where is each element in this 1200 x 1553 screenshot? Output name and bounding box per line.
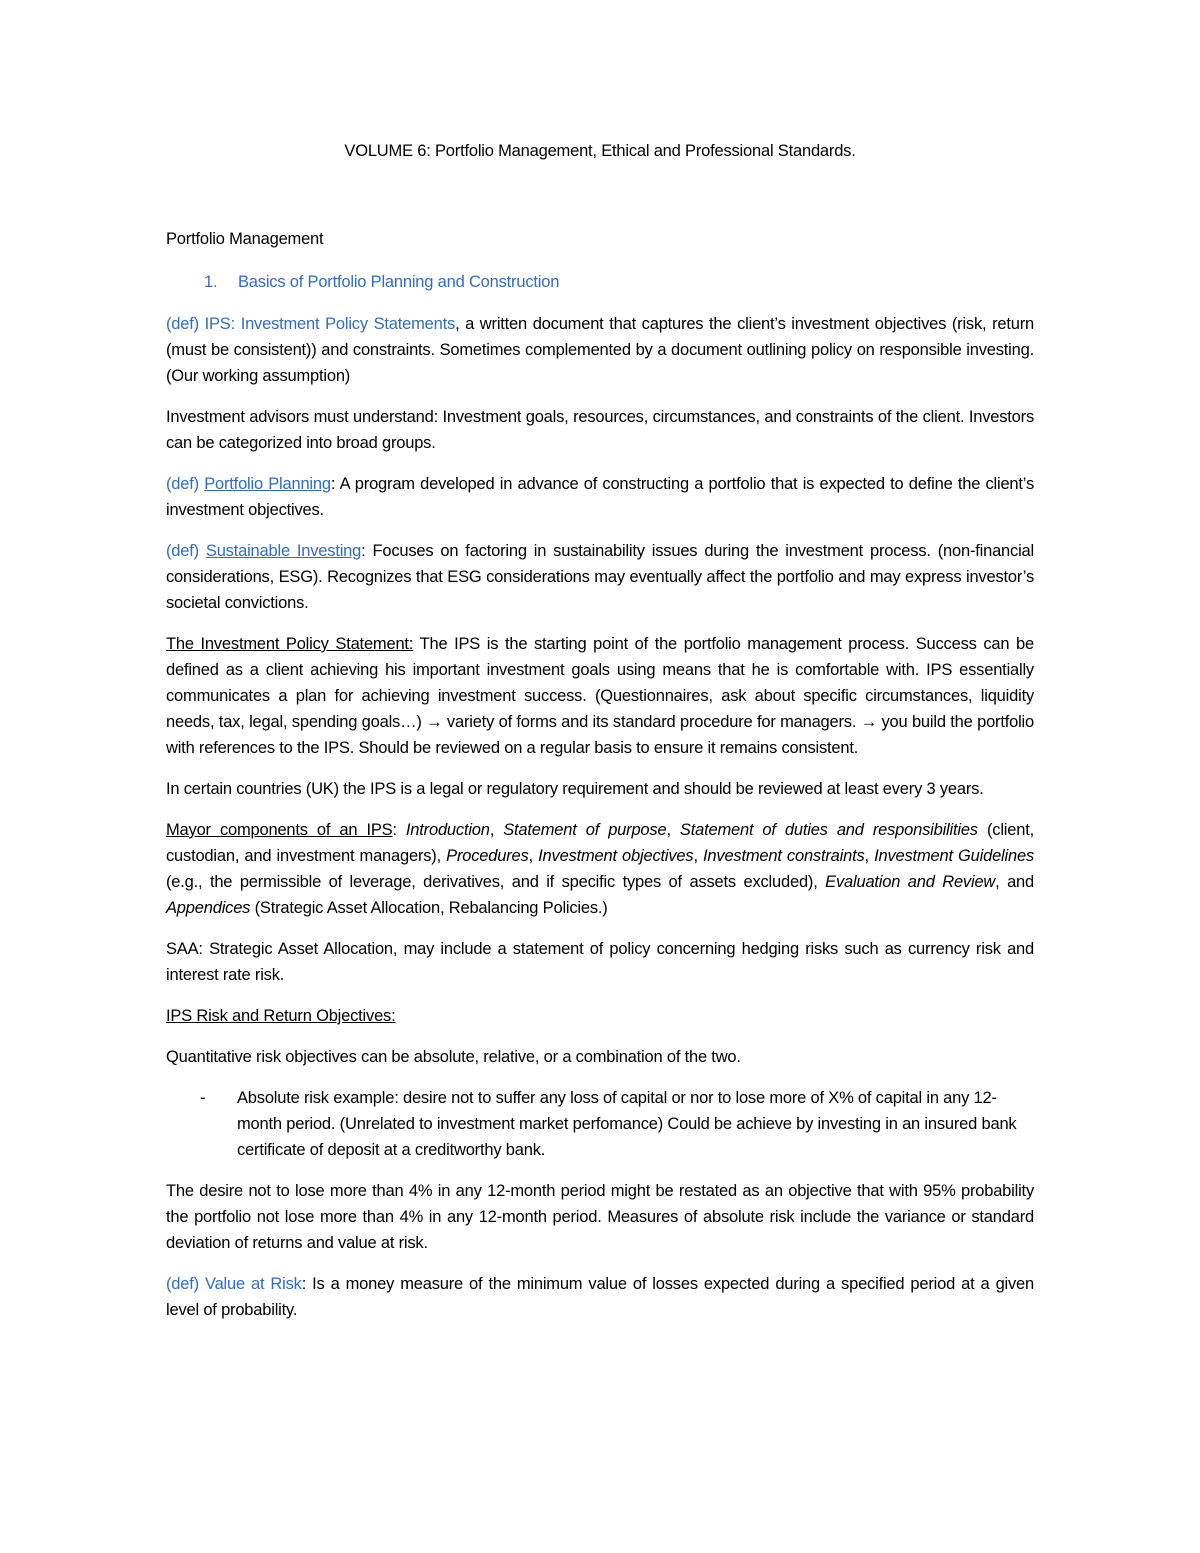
paragraph-portfolio-planning <box>166 471 1034 523</box>
paragraph-text: Investment advisors must understand: Investment goals, resources, circumstances, and constraints of the client. Investors can be categorized into broad groups. <box>166 408 1034 452</box>
text-segment: , <box>489 821 504 839</box>
paragraph-ips-components <box>166 817 1034 921</box>
italic-term: Introduction <box>405 821 490 839</box>
paragraph-ips-statement <box>166 631 1034 761</box>
list-item-text: Absolute risk example: desire not to suffer any loss of capital or nor to lose more of X% of capital in any 12-month period. (Unrelated to investment market perfomance) Could be achieve by investing in an insured bank certificate of deposit at a creditworthy bank. <box>237 1089 1017 1159</box>
paragraph-text: In certain countries (UK) the IPS is a legal or regulatory requirement and should be reviewed at least every 3 years. <box>166 780 984 798</box>
definition-prefix: (def) <box>166 475 205 493</box>
paragraph-text: : Is a money measure of the minimum value of losses expected during a specified period at a given level of probability. <box>166 1275 1035 1319</box>
paragraph-value-at-risk <box>166 1271 1034 1323</box>
italic-term: Investment Guidelines <box>874 847 1034 865</box>
text-segment: (client, custodian, and investment managers), <box>166 821 1034 865</box>
definition-prefix: (def) <box>166 1275 205 1293</box>
italic-term: Statement of purpose <box>503 821 667 839</box>
italic-term: Procedures <box>446 847 529 865</box>
text-segment: : <box>392 821 406 839</box>
heading-number: 1. <box>204 273 218 291</box>
italic-term: Appendices <box>166 899 251 917</box>
italic-term: Investment constraints <box>703 847 865 865</box>
document-body <box>166 138 1034 1338</box>
definition-prefix: (def) <box>166 542 206 560</box>
definition-term: (def) IPS: Investment Policy Statements <box>166 315 456 333</box>
heading-text: Basics of Portfolio Planning and Construction <box>238 273 560 291</box>
paragraph-certain-countries <box>166 776 1034 802</box>
paragraph-quantitative-risk <box>166 1044 1034 1070</box>
bullet-dash: - <box>200 1089 206 1107</box>
paragraph-saa <box>166 936 1034 988</box>
definition-term: Value at Risk <box>204 1275 302 1293</box>
paragraph-text: SAA: Strategic Asset Allocation, may include a statement of policy concerning hedging risks such as currency risk and interest rate risk. <box>166 940 1034 984</box>
paragraph-text: Quantitative risk objectives can be absolute, relative, or a combination of the two. <box>166 1048 741 1066</box>
italic-term: Statement of duties and responsibilities <box>679 821 978 839</box>
text-segment: , and <box>995 873 1035 891</box>
text-segment: , <box>666 821 680 839</box>
paragraph-sustainable-investing <box>166 538 1034 616</box>
paragraph-text: , a written document that captures the client’s investment objectives (risk, return (must be consistent)) and constraints. Sometimes complemented by a document outlining policy on responsible investing. (Our working assumption) <box>166 315 1034 385</box>
underlined-label: Mayor components of an IPS <box>166 821 393 839</box>
text-segment: (e.g., the permissible of leverage, derivatives, and if specific types of assets excluded), <box>166 873 826 891</box>
paragraph-desire-not-to-lose <box>166 1178 1034 1256</box>
text-segment: , <box>864 847 875 865</box>
definition-term: Sustainable Investing <box>205 542 362 560</box>
document-title: VOLUME 6: Portfolio Management, Ethical and Professional Standards. <box>344 142 856 160</box>
text-segment: , <box>528 847 539 865</box>
text-segment: , <box>693 847 704 865</box>
heading-1 <box>166 269 1034 295</box>
italic-term: Evaluation and Review <box>825 873 996 891</box>
paragraph-investment-advisors <box>166 404 1034 456</box>
paragraph-text: : A program developed in advance of constructing a portfolio that is expected to define the client’s investment objectives. <box>166 475 1035 519</box>
definition-term: Portfolio Planning <box>204 475 331 493</box>
paragraph-text: : Focuses on factoring in sustainability issues during the investment process. (non-financial considerations, ESG). Recognizes that ESG considerations may eventually affect the portfolio and may express investor’s societal convictions. <box>166 542 1034 612</box>
italic-term: Investment objectives <box>538 847 694 865</box>
paragraph-text: The IPS is the starting point of the portfolio management process. Success can be defined as a client achieving his important investment goals using means that he is comfortable with. IPS essentially communicates a plan for achieving investment success. (Questionnaires, ask about specific circumstances, liquidity needs, tax, legal, spending goals…) → variety of forms and its standard procedure for managers. → you build the portfolio with references to the IPS. Should be reviewed on a regular basis to ensure it remains consistent. <box>166 635 1035 757</box>
underlined-label: The Investment Policy Statement: <box>166 635 414 653</box>
paragraph-risk-return-heading <box>166 1003 1034 1029</box>
section-title: Portfolio Management <box>166 230 324 248</box>
text-segment: (Strategic Asset Allocation, Rebalancing Policies.) <box>250 899 608 917</box>
paragraph-ips-definition <box>166 311 1034 389</box>
paragraph-text: The desire not to lose more than 4% in any 12-month period might be restated as an objective that with 95% probability the portfolio not lose more than 4% in any 12-month period. Measures of absolute risk include the variance or standard deviation of returns and value at risk. <box>166 1182 1034 1252</box>
underlined-label: IPS Risk and Return Objectives: <box>166 1007 396 1025</box>
list-item <box>166 1085 1034 1163</box>
